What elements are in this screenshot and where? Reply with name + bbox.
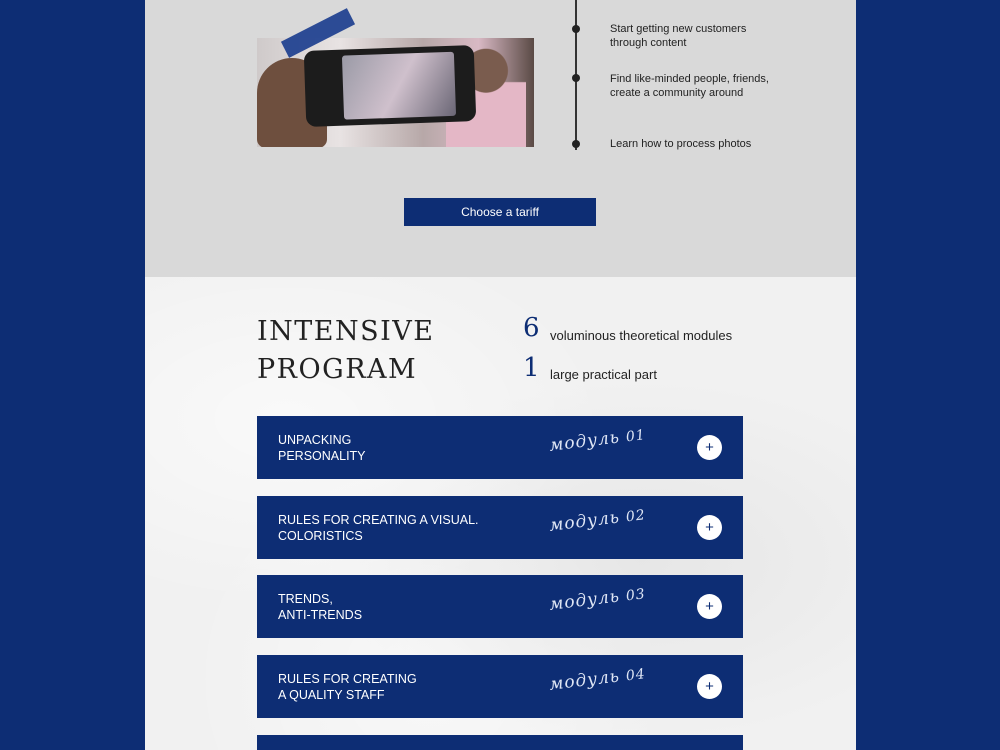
expand-plus-icon[interactable]: + bbox=[697, 674, 722, 699]
timeline-dot bbox=[572, 140, 580, 148]
expand-plus-icon[interactable]: + bbox=[697, 435, 722, 460]
benefit-item: Learn how to process photos bbox=[610, 138, 752, 150]
expand-plus-icon[interactable]: + bbox=[697, 515, 722, 540]
program-section bbox=[145, 277, 856, 750]
stat-text: large practical part bbox=[550, 367, 657, 382]
module-title: TRENDS, ANTI-TRENDS bbox=[278, 592, 363, 622]
choose-tariff-button[interactable]: Choose a tariff bbox=[404, 198, 596, 226]
module-title: RULES FOR CREATING A QUALITY STAFF bbox=[278, 672, 417, 702]
benefits-section bbox=[145, 0, 856, 277]
module-title: RULES FOR CREATING A VISUAL. COLORISTICS bbox=[278, 513, 479, 543]
module-card[interactable] bbox=[257, 655, 743, 718]
program-title: INTENSIVE PROGRAM bbox=[257, 316, 435, 385]
module-card[interactable] bbox=[257, 416, 743, 479]
timeline-dot bbox=[572, 74, 580, 82]
landing-page bbox=[145, 0, 856, 750]
module-card[interactable] bbox=[257, 496, 743, 559]
module-card[interactable] bbox=[257, 575, 743, 638]
module-label: модуль 02 bbox=[548, 507, 647, 536]
module-title: UNPACKING PERSONALITY bbox=[278, 433, 366, 463]
module-label: модуль 04 bbox=[548, 666, 647, 695]
benefit-item: Start getting new customers through content bbox=[610, 23, 747, 49]
stat-number: 6 bbox=[523, 313, 540, 343]
timeline-dot bbox=[572, 25, 580, 33]
stat-number: 1 bbox=[523, 353, 540, 383]
module-label: модуль 03 bbox=[548, 586, 647, 615]
stat-text: voluminous theoretical modules bbox=[550, 328, 733, 343]
expand-plus-icon[interactable]: + bbox=[697, 594, 722, 619]
benefit-item: Find like-minded people, friends, create a community around bbox=[610, 73, 769, 99]
module-label: модуль 01 bbox=[548, 427, 647, 456]
module-card[interactable] bbox=[257, 735, 743, 750]
selfie-photo bbox=[257, 38, 534, 147]
